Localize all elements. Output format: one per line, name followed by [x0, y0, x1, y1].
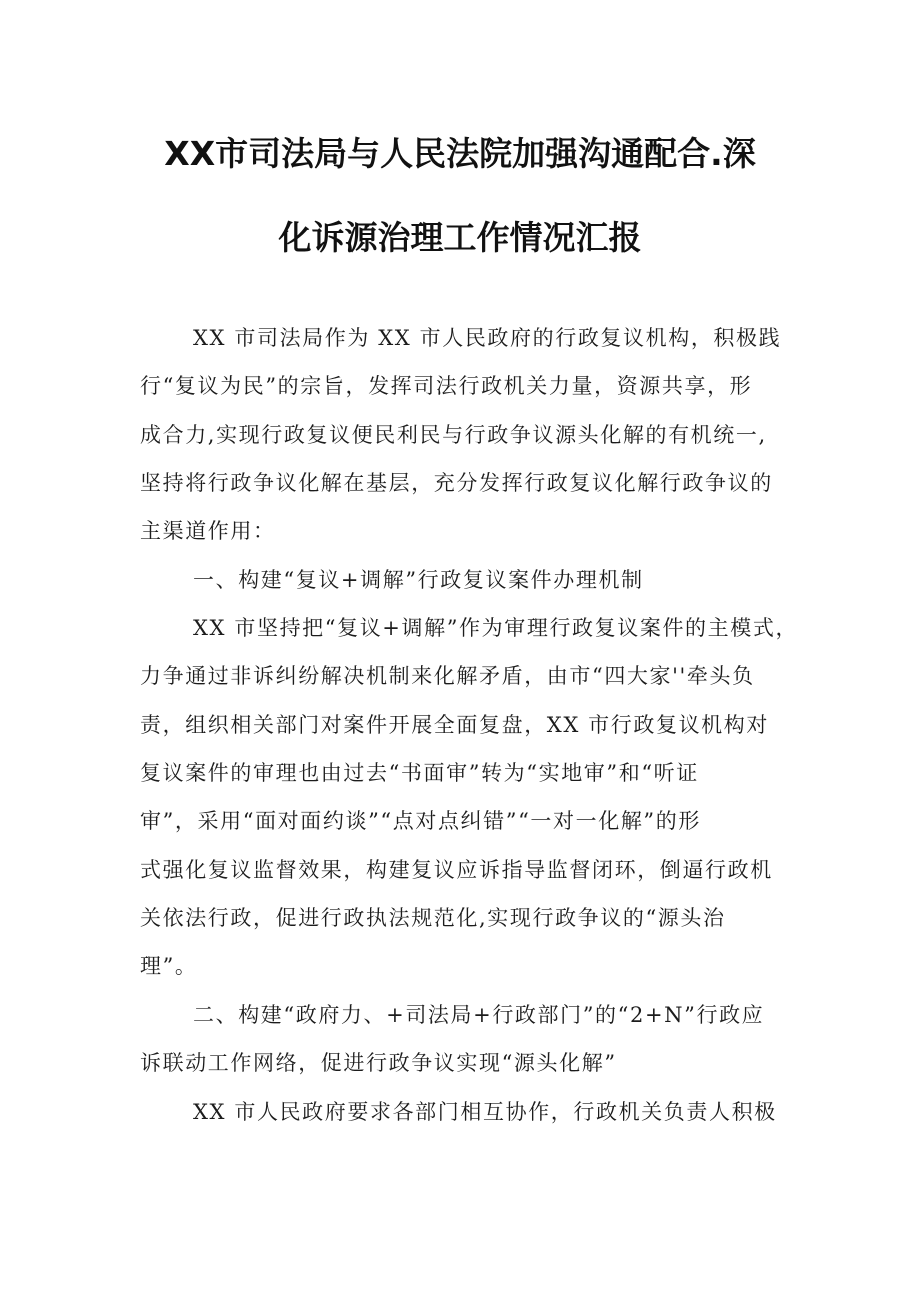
paragraph-2-line-8: 理”。 — [140, 954, 198, 978]
section-2-heading-line-2: 诉联动工作网络，促进行政争议实现“源头化解” — [140, 1051, 617, 1075]
paragraph-1-line-3: 成合力,实现行政复议便民利民与行政争议源头化解的有机统一, — [140, 423, 767, 447]
section-2-heading-line-1: 二、构建“政府力、+司法局+行政部门”的“2+N”行政应 — [193, 1003, 765, 1027]
paragraph-1-line-2: 行“复议为民”的宗旨，发挥司法行政机关力量，资源共享，形 — [140, 374, 753, 398]
paragraph-2-line-1: XX 市坚持把“复议+调解”作为审理行政复议案件的主模式， — [193, 616, 799, 640]
document-title-line-1: XX市司法局与人民法院加强沟通配合.深 — [164, 134, 756, 173]
document-title-line-2: 化诉源治理工作情况汇报 — [278, 218, 642, 257]
paragraph-2-line-3: 责，组织相关部门对案件开展全面复盘，XX 市行政复议机构对 — [140, 713, 769, 737]
paragraph-2-line-4: 复议案件的审理也由过去“书面审”转为“实地审”和“听证 — [140, 761, 699, 785]
paragraph-1-line-1: XX 市司法局作为 XX 市人民政府的行政复议机构，积极践 — [193, 326, 782, 350]
paragraph-1-line-4: 坚持将行政争议化解在基层，充分发挥行政复议化解行政争议的 — [140, 471, 773, 495]
paragraph-2-line-6: 式强化复议监督效果，构建复议应诉指导监督闭环，倒逼行政机 — [140, 858, 773, 882]
paragraph-1-line-5: 主渠道作用： — [140, 519, 276, 543]
paragraph-2-line-5: 审”，采用“面对面约谈”“点对点纠错”“一对一化解”的形 — [140, 809, 701, 833]
paragraph-2-line-2: 力争通过非诉纠纷解决机制来化解矛盾，由市“四大家''牵头负 — [140, 664, 755, 688]
paragraph-2-line-7: 关依法行政，促进行政执法规范化,实现行政争议的“源头治 — [140, 906, 726, 930]
paragraph-3-line-1: XX 市人民政府要求各部门相互协作，行政机关负责人积极 — [193, 1100, 777, 1124]
section-1-heading: 一、构建“复议+调解”行政复议案件办理机制 — [193, 568, 644, 592]
